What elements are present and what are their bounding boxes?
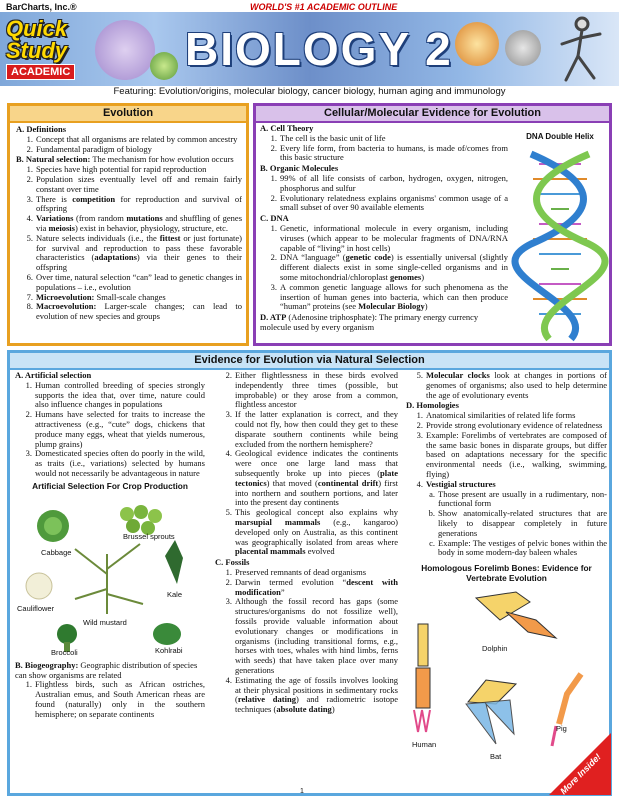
section-heading: B. Biogeography: Geographic distribution of species can show organisms are related [15, 659, 198, 680]
list-item: Flightless birds, such as African ostriches, Australian emus, and South American rheas are found (naturally) only in the southern hemisphere; on separate continents [35, 679, 205, 719]
cellular-title: Cellular/Molecular Evidence for Evolution [256, 106, 609, 123]
evolution-title: Evolution [10, 106, 246, 123]
list-item: 99% of all life consists of carbon, hydrogen, oxygen, nitrogen, phosphorus and sulfur [280, 172, 508, 193]
animal-label-bat: Bat [490, 752, 502, 762]
list-item: Anatomical similarities of related life forms [426, 410, 576, 421]
page-title: BIOLOGY 2 [185, 23, 453, 75]
page-number: 1 [300, 788, 304, 795]
evolution-panel [7, 103, 249, 346]
list-item: Concept that all organisms are related by common ancestry [36, 133, 238, 144]
list-item: Although the fossil record has gaps (some structures/organisms do not fossilize well), fossils provide valuable information about evolutionary changes or modifications in organisms (including transitional forms, e.g., horses with toes, whales with hind limbs, ferns with seeds) that have taken place over many generations [235, 596, 398, 675]
list-item: Provide strong evolutionary evidence of relatedness [426, 419, 603, 430]
title-banner [0, 12, 619, 86]
list-item: Preserved remnants of dead organisms [235, 566, 367, 577]
column-2: 2. Either flightlessness in these birds evolved independently three times (possible, but improbable) or they arose from a common, flightless ancestor 3. If the latter explanation is correct, and they could not fly, how then could they get to these disparate southern continents while being excluded from the northern hemisphere? 4. Geological evidence indicates the continents were once one large land mass that subsequently broke up into pieces (plate tectonics) that moved (continental drift) first into northern and southern portions, and later into the present day continents 5. This geological concept also explains why marsupial mammals (e.g., kangaroo) developed only on Australia, as this continent was geographically isolated from areas where placental mammals evolved C. Fossils 1. Preserved remnants of dead organisms 2. Darwin termed evolution “descent with modification” 3. Although the fossil record has gaps (some structures/organisms do not fossilize well), fossils provide valuable information about evolutionary changes or modifications in organisms (including transitional forms, e.g., horses with toes, whales with hind limbs, ferns with seeds) that have taken place over many generations 4. Estimating the age of fossils involves looking at their physical positions in sedimentary rocks (relative dating) and radiometric isotope techniques (absolute dating) [215, 370, 399, 715]
crop-illustration [15, 494, 205, 659]
list-item: The cell is the basic unit of life [280, 132, 386, 143]
list-item: This geological concept also explains why marsupial mammals (e.g., kangaroo) developed only on Australia, as this continent was geographically isolated from areas where placental mammals evolved [235, 507, 399, 557]
crop-figure [15, 482, 205, 660]
list-item: Species have high potential for rapid reproduction [36, 164, 207, 175]
list-item: Molecular clocks look at changes in portions of genomes of organisms; also used to help determine the age of evolutionary events [426, 370, 607, 400]
list-item: Darwin termed evolution “descent with modification” [235, 576, 398, 597]
list-item: Microevolution: Small-scale changes [36, 291, 166, 302]
dna-label: DNA Double Helix [526, 132, 594, 141]
dna-helix-icon [511, 124, 609, 344]
list-item: Variations (from random mutations and shuffling of genes via meiosis) exist in behavior, physiology, structure, etc. [36, 213, 242, 233]
organism-illustration [150, 52, 178, 80]
list-item: Population sizes eventually level off and remain fairly constant over time [36, 173, 242, 194]
list-item: Macroevolution: Larger-scale changes; can lead to evolution of new species and groups [36, 301, 242, 322]
section-heading: D. Homologies [406, 400, 459, 411]
list-item: Human controlled breeding of species strongly supports the idea that, over time, nature could also influence changes in populations [35, 379, 205, 410]
animal-label-dolphin: Dolphin [482, 644, 508, 654]
skull-illustration [505, 30, 541, 66]
cell-illustration [95, 20, 155, 80]
crop-label-wild-mustard: Wild mustard [83, 617, 127, 627]
list-item: Example: The vestiges of pelvic bones within the body in some modern-day baleen whales [438, 537, 607, 558]
list-item: If the latter explanation is correct, and they could not fly, how then could they get to these disparate southern continents while being excluded from the northern hemisphere? [235, 409, 398, 449]
tagline: WORLD'S #1 ACADEMIC OUTLINE [250, 2, 398, 12]
featuring-line: Featuring: Evolution/origins, molecular biology, cancer biology, human aging and immunology [113, 86, 506, 97]
list-item: A common genetic language allows for such phenomena as the insertion of human genes into bacteria, which can then produce “human” proteins (see Molecular Biology) [280, 281, 508, 312]
list-item: Either flightlessness in these birds evolved independently three times (possible, but improbable) or they arose from a common, flightless ancestor [235, 370, 398, 410]
natural-selection-title: Evidence for Evolution via Natural Selection [10, 353, 609, 370]
list-item: Estimating the age of fossils involves looking at their physical positions in sedimentary rocks (relative dating) and radiometric isotope techniques (absolute dating) [235, 674, 398, 715]
cellular-panel [253, 103, 612, 346]
column-3: 5. Molecular clocks look at changes in portions of genomes of organisms; also used to help determine the age of evolutionary events D. Homologies 1. Anatomical similarities of related life forms 2. Provide strong evolutionary evidence of relatedness 3. Example: Forelimbs of vertebrates are composed of the same basic bones in disparate groups, but differ based on adaptations necessary for the specific environmental needs (i.e., walking, swimming, flying) 4. Vestigial structures a. Those present are usually in a rudimentary, non-functional form b. Show anatomically-related structures that are likely to disappear completely in future generations c. Example: The vestiges of pelvic bones within the body in some modern-day baleen whales Homologous Forelimb Bones: Evidence for Vertebrate Evolution Dolphin Human Pig Bat [406, 371, 607, 764]
section-heading: B. Organic Molecules [260, 163, 339, 174]
publisher-name: BarCharts, Inc.® [6, 2, 77, 12]
list-item: Over time, natural selection “can” lead to genetic changes in populations – i.e., evolution [36, 271, 242, 292]
list-item: Nature selects individuals (i.e., the fittest or just fortunate) for survival and reproduction to pass these favorable characteristics (adaptations) via their genes to their offspring [36, 232, 242, 273]
list-item: Domesticated species often do poorly in the wild, as traits (i.e., variations) selected by humans would not necessarily be advantageous in nature [35, 448, 205, 478]
list-item: Geological evidence indicates the continents were once one large land mass that subsequently broke up into pieces (plate tectonics) that moved (continental drift) first into northern and southern portions, and later into the present day continents [235, 448, 399, 508]
skeleton-icon [548, 14, 614, 86]
crop-label-kale: Kale [167, 589, 183, 599]
list-item: Example: Forelimbs of vertebrates are composed of the same basic bones in disparate groups, but differ based on adaptations necessary for the specific environmental needs (i.e., walking, swimming, flying) [426, 429, 607, 479]
homology-caption: Homologous Forelimb Bones: Evidence for Vertebrate Evolution [421, 563, 592, 583]
list-item: Those present are usually in a rudimentary, non-functional form [438, 488, 607, 509]
crop-caption: Artificial Selection For Crop Production [32, 480, 188, 491]
dna-double-helix-figure [511, 124, 609, 344]
animal-label-pig: Pig [556, 724, 567, 734]
column-1: A. Artificial selection 1. Human controlled breeding of species strongly supports the idea that, over time, nature could also influence changes in populations 2. Humans have selected for traits to increase the attractiveness (e.g., “cute” dogs, chickens that produce many eggs, wheat that yields numerous, plump grains) 3. Domesticated species often do poorly in the wild, as traits (i.e., variations) selected by humans would not necessarily be advantageous in nature Artificial Selection For Crop Production Cabbage Brussel sprouts Cauliflower Kale Wild mustard Broccoli Kohlrabi B. Biogeography: Geographic distribution of species can show organisms are related 1. Flightless birds, such as African ostriches, Australian emus, and South American rheas are found (naturally) only in the southern hemisphere; on separate continents [15, 370, 205, 719]
evolution-content: A. Definitions 1. Concept that all organisms are related by common ancestry 2. Fundamental paradigm of biology B. Natural selection: The mechanism for how evolution occurs 1. Species have high potential for rapid reproduction 2. Population sizes eventually level off and remain fairly constant over time 3. There is competition for reproduction and survival of offspring 4. Variations (from random mutations and shuffling of genes via meiosis) exist in behavior, physiology, structure, etc. 5. Nature selects individuals (i.e., the fittest or just fortunate) for survival and reproduction to pass these favorable characteristics (adaptations) via their genes to their offspring 6. Over time, natural selection “can” lead to genetic changes in populations – i.e., evolution 7. Microevolution: Small-scale changes 8. Macroevolution: Larger-scale changes; can lead to evolution of new species and groups [16, 124, 242, 322]
crop-label-brussel-sprouts: Brussel sprouts [123, 531, 175, 541]
section-heading: C. DNA [260, 213, 289, 224]
list-item: Humans have selected for traits to increase the attractiveness (e.g., “cute” dogs, chickens that produce many eggs, wheat that yields numerous, plump grains) [35, 409, 205, 449]
quickstudy-logo: Quick Study ACADEMIC [6, 18, 88, 84]
more-inside-label: More Inside! [558, 751, 603, 797]
list-item: DNA “language” (genetic code) is essentially universal (slightly different dialects exist in some single-celled organisms and in some mitochondrial/chloroplast genomes) [280, 252, 508, 282]
crop-label-cauliflower: Cauliflower [17, 603, 55, 613]
section-heading: A. Cell Theory [260, 123, 314, 133]
section-heading: B. Natural selection: The mechanism for how evolution occurs [16, 154, 234, 165]
section-heading: A. Artificial selection [15, 370, 92, 380]
molecule-illustration [455, 22, 499, 66]
section-heading: C. Fossils [215, 557, 250, 568]
natural-selection-panel [7, 350, 612, 796]
list-item: Fundamental paradigm of biology [36, 143, 152, 154]
section-heading: D. ATP (Adenosine triphosphate): The primary energy currency molecule used by every organism [260, 312, 479, 332]
cellular-content: A. Cell Theory 1. The cell is the basic unit of life 2. Every life form, from bacteria to humans, is made of/comes from this basic structure B. Organic Molecules 1. 99% of all life consists of carbon, hydrogen, oxygen, nitrogen, phosphorus and sulfur 2. Evolutionary relatedness explains organisms' common usage of a small subset of over 90 available elements C. DNA 1. Genetic, informational molecule in every organism, including viruses (which appear to be molecular fragments of DNA/RNA capable of “living” in host cells) 2. DNA “language” (genetic code) is essentially universal (slightly different dialects exist in some single-celled organisms and in some mitochondrial/chloroplast genomes) 3. A common genetic language allows for such phenomena as the insertion of human genes into bacteria, which can then produce “human” proteins (see Molecular Biology) D. ATP (Adenosine triphosphate): The primary energy currency molecule used by every organism [260, 123, 508, 332]
more-inside-corner [549, 733, 611, 795]
list-item: Vestigial structures [426, 478, 496, 489]
list-item: Every life form, from bacteria to humans, is made of/comes from this basic structure [280, 142, 508, 163]
section-heading: A. Definitions [16, 124, 67, 134]
header [0, 0, 619, 98]
list-item: Genetic, informational molecule in every organism, including viruses (which appear to be molecular fragments of DNA/RNA capable of “living” in host cells) [280, 222, 508, 253]
crop-label-cabbage: Cabbage [41, 547, 72, 557]
list-item: Show anatomically-related structures that are likely to disappear completely in future generations [438, 508, 607, 538]
crop-label-kohlrabi: Kohlrabi [155, 645, 183, 655]
crop-label-broccoli: Broccoli [51, 647, 78, 657]
animal-label-human: Human [412, 740, 437, 750]
list-item: There is competition for reproduction and survival of offspring [36, 193, 242, 214]
list-item: Evolutionary relatedness explains organisms' common usage of a small subset of over 90 available elements [280, 192, 508, 213]
